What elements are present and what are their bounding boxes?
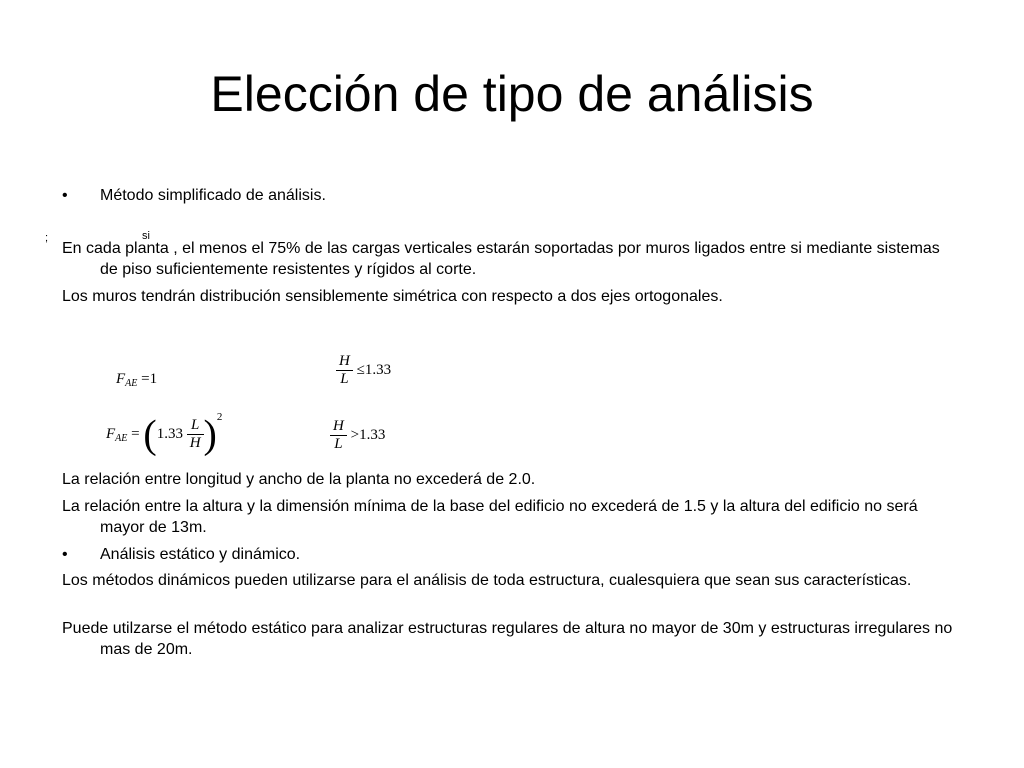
bullet-dot: •	[62, 187, 68, 204]
coefficient: 1.33	[156, 426, 183, 442]
denominator-h: H	[189, 435, 201, 452]
bullet-text: Análisis estático y dinámico.	[100, 546, 301, 563]
fraction-l-over-h	[187, 417, 204, 452]
right-paren: )	[203, 411, 217, 457]
f-subscript: AE	[125, 378, 138, 389]
numerator-h: H	[336, 353, 353, 371]
formula-condition-leq	[336, 353, 391, 388]
value-one: 1	[149, 371, 158, 387]
gt-sign: >	[350, 426, 360, 443]
paragraph-plan-ratio: La relación entre longitud y ancho de la planta no excederá de 2.0.	[62, 471, 536, 488]
denominator-l: L	[334, 436, 343, 452]
equals-sign: =	[141, 371, 150, 387]
slide-title: Elección de tipo de análisis	[210, 66, 814, 122]
left-paren: (	[143, 411, 157, 457]
exponent: 2	[216, 411, 223, 423]
numerator-l: L	[187, 417, 204, 435]
f-symbol: F	[106, 426, 116, 442]
bullet-dot: •	[62, 546, 68, 563]
fraction-h-over-l	[336, 353, 353, 388]
equals-sign: =	[131, 426, 140, 442]
f-symbol: F	[116, 371, 126, 387]
paragraph-plant-loads: En cada planta , el menos el 75% de las cargas verticales estarán soportadas por muros ligados entre si mediante sistemas de piso suficientemente resistentes y rígidos al corte.	[62, 240, 940, 278]
condition-value: 1.33	[364, 361, 392, 378]
paragraph-height-ratio: La relación entre la altura y la dimensión mínima de la base del edificio no excederá de 1.5 y la altura del edificio no será mayor de 13m.	[62, 498, 918, 536]
bullet-text: Método simplificado de análisis.	[100, 187, 326, 204]
condition-value: 1.33	[359, 426, 386, 443]
fraction-h-over-l	[330, 418, 347, 453]
si-note: si	[142, 230, 150, 242]
formula-condition-gt	[330, 418, 385, 453]
formula-fae-equals-one	[116, 371, 157, 389]
formula-fae-power	[106, 411, 222, 455]
leq-sign: ≤	[356, 361, 365, 378]
paragraph-wall-symmetry: Los muros tendrán distribución sensiblemente simétrica con respecto a dos ejes ortogonales.	[62, 288, 723, 305]
paragraph-static-method: Puede utilzarse el método estático para analizar estructuras regulares de altura no mayor de 30m y estructuras irregulares no mas de 20m.	[62, 620, 953, 658]
denominator-l: L	[340, 371, 349, 387]
stray-mark: ;	[45, 232, 49, 244]
numerator-h: H	[330, 418, 347, 436]
paragraph-dynamic-methods: Los métodos dinámicos pueden utilizarse para el análisis de toda estructura, cualesquiera que sean sus características.	[62, 572, 912, 589]
f-subscript: AE	[115, 433, 128, 444]
